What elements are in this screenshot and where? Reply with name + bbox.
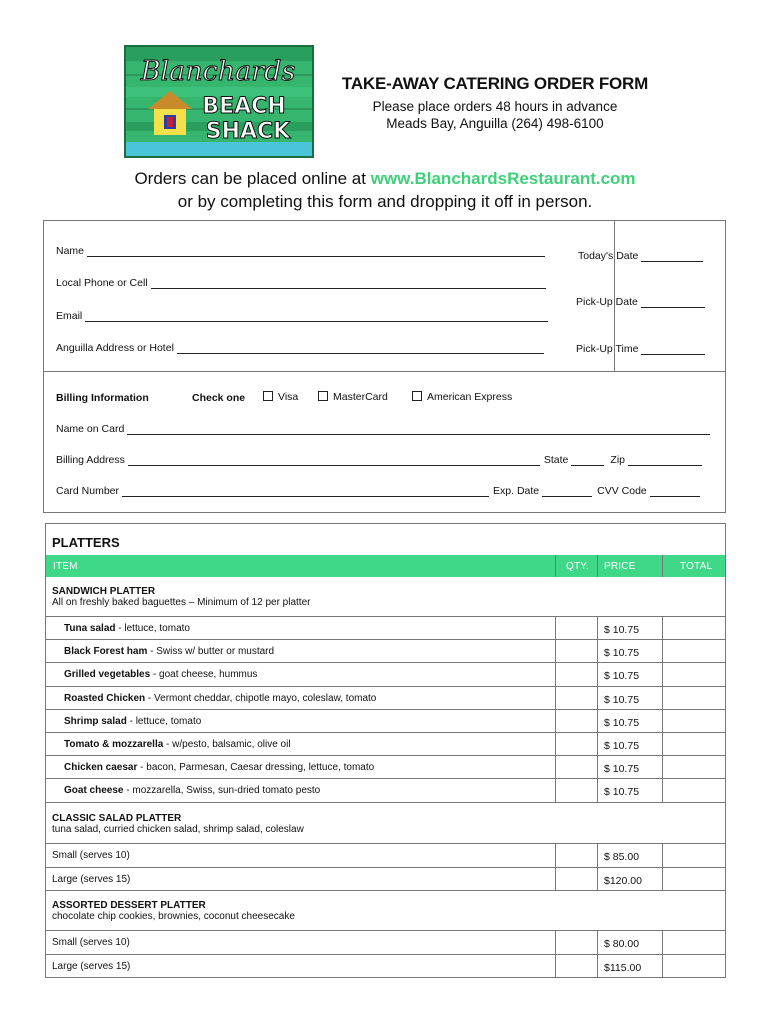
item-description: - mozzarella, Swiss, sun-dried tomato pesto (123, 785, 321, 797)
mastercard-option[interactable] (318, 391, 388, 403)
address-label: Anguilla Address or Hotel (56, 342, 174, 354)
column-divider (555, 867, 556, 891)
pickup-date-field[interactable] (576, 296, 705, 308)
column-divider (597, 755, 598, 778)
sandwich-title: SANDWICH PLATTER (52, 586, 156, 597)
column-divider (555, 709, 556, 732)
exp-date-line[interactable] (542, 487, 592, 497)
column-divider (555, 930, 556, 954)
online-prefix: Orders can be placed online at (134, 169, 366, 188)
row-divider (46, 890, 725, 891)
horizontal-divider (44, 371, 725, 372)
email-label: Email (56, 310, 83, 322)
header-divider (555, 555, 556, 577)
row-divider (46, 662, 725, 663)
exp-date-label: Exp. Date (493, 485, 540, 497)
row-item-label (52, 850, 130, 861)
row-item-label (52, 874, 130, 885)
item-price: $120.00 (604, 874, 642, 887)
restaurant-logo (124, 45, 314, 158)
item-price: $ 80.00 (604, 938, 640, 950)
pickup-time-label: Pick-Up Time (576, 343, 639, 355)
item-description: - lettuce, tomato (115, 623, 190, 634)
column-divider (662, 755, 663, 778)
column-divider (597, 686, 598, 709)
qty-cell[interactable] (556, 778, 597, 800)
logo-text-shack: SHACK (205, 119, 291, 144)
column-divider (662, 616, 663, 639)
table-header (46, 555, 725, 577)
column-divider (597, 867, 598, 891)
salad-title: CLASSIC SALAD PLATTER (52, 813, 182, 824)
item-price: $ 85.00 (604, 851, 640, 863)
item-name: Large (serves 15) (52, 960, 131, 972)
phone-field[interactable] (56, 277, 546, 289)
billing-address-line[interactable] (128, 456, 540, 466)
qty-cell[interactable] (556, 709, 597, 731)
name-on-card-line[interactable] (127, 425, 710, 435)
column-divider (555, 639, 556, 662)
item-price: $115.00 (604, 961, 642, 974)
column-divider (555, 686, 556, 709)
sandwich-description: All on freshly baked baguettes – Minimum of 12 per platter (52, 597, 311, 608)
row-divider (46, 867, 725, 868)
row-divider (46, 778, 725, 779)
item-name: Goat cheese (64, 785, 124, 797)
total-cell[interactable] (663, 686, 725, 708)
column-divider (662, 662, 663, 685)
row-item-label (52, 961, 130, 972)
dessert-description: chocolate chip cookies, brownies, coconut cheesecake (52, 911, 295, 922)
item-column-header: ITEM (53, 561, 78, 572)
total-cell[interactable] (663, 709, 725, 731)
qty-cell[interactable] (556, 686, 597, 708)
column-divider (555, 755, 556, 778)
state-label: State (543, 454, 569, 466)
logo-text-beach: BEACH (202, 94, 286, 119)
column-divider (597, 616, 598, 639)
row-divider (46, 732, 725, 733)
qty-cell[interactable] (556, 930, 597, 953)
platters-heading: PLATTERS (52, 535, 120, 550)
row-divider (46, 686, 725, 687)
todays-date-field[interactable] (578, 250, 703, 262)
column-divider (662, 686, 663, 709)
qty-cell[interactable] (556, 639, 597, 661)
column-divider (597, 843, 598, 867)
item-description: - bacon, Parmesan, Caesar dressing, lettuce, tomato (137, 762, 375, 774)
column-divider (662, 778, 663, 801)
item-price: $ 10.75 (604, 647, 640, 660)
column-divider (662, 867, 663, 891)
column-divider (662, 954, 663, 978)
check-one-label: Check one (192, 392, 246, 404)
row-divider (46, 954, 725, 955)
column-divider (555, 616, 556, 639)
column-divider (597, 639, 598, 662)
website-link[interactable]: www.BlanchardsRestaurant.com (370, 169, 636, 188)
email-line[interactable] (85, 312, 548, 322)
billing-address-label: Billing Address (56, 454, 125, 466)
column-divider (597, 930, 598, 954)
column-divider (662, 639, 663, 662)
item-name: Large (serves 15) (52, 873, 131, 885)
row-item-label (64, 739, 291, 750)
column-divider (597, 778, 598, 801)
total-cell[interactable] (663, 954, 725, 977)
advance-notice: Please place orders 48 hours in advance (372, 99, 618, 114)
total-cell[interactable] (663, 639, 725, 661)
item-price: $ 10.75 (604, 763, 640, 776)
cvv-line[interactable] (650, 487, 700, 497)
name-on-card-field[interactable] (56, 423, 710, 435)
column-divider (662, 930, 663, 954)
column-divider (555, 843, 556, 867)
item-name: Black Forest ham (64, 646, 148, 658)
address-field[interactable] (56, 342, 544, 354)
row-divider (46, 639, 725, 640)
column-divider (662, 843, 663, 867)
logo-text-blanchards: Blanchards (140, 56, 296, 87)
column-divider (662, 732, 663, 755)
price-column-header: PRICE (604, 561, 636, 572)
total-cell[interactable] (663, 662, 725, 684)
in-person-line: or by completing this form and dropping it off in person. (177, 192, 593, 211)
total-cell[interactable] (663, 732, 725, 754)
column-divider (597, 732, 598, 755)
item-name: Tomato & mozzarella (64, 739, 164, 750)
item-price: $ 10.75 (604, 716, 640, 729)
item-name: Roasted Chicken (64, 692, 146, 704)
platters-table (45, 523, 726, 978)
item-description: - goat cheese, hummus (150, 669, 258, 681)
amex-label: American Express (427, 391, 513, 403)
form-title: TAKE-AWAY CATERING ORDER FORM (341, 74, 649, 93)
column-divider (555, 662, 556, 685)
pickup-date-label: Pick-Up Date (576, 296, 638, 308)
total-cell[interactable] (663, 843, 725, 866)
qty-column-header: QTY. (566, 561, 589, 572)
phone-line[interactable] (151, 279, 546, 289)
todays-date-line[interactable] (641, 252, 703, 262)
email-field[interactable] (56, 310, 548, 322)
logo-artwork (126, 47, 312, 156)
zip-label: Zip (610, 454, 625, 466)
visa-label: Visa (278, 391, 299, 403)
item-price: $ 10.75 (604, 670, 640, 683)
phone-label: Local Phone or Cell (56, 277, 148, 289)
item-name: Grilled vegetables (64, 669, 151, 681)
billing-heading: Billing Information (56, 392, 149, 404)
row-item-label (64, 669, 257, 680)
row-item-label (64, 762, 374, 773)
row-divider (46, 843, 725, 844)
visa-option[interactable] (263, 391, 298, 403)
qty-cell[interactable] (556, 755, 597, 777)
item-name: Tuna salad (64, 623, 116, 634)
column-divider (555, 954, 556, 978)
visa-checkbox[interactable] (263, 391, 273, 401)
row-divider (46, 616, 725, 617)
card-number-field[interactable] (56, 485, 700, 497)
name-label: Name (56, 245, 85, 257)
qty-cell[interactable] (556, 867, 597, 890)
row-item-label (64, 623, 190, 634)
item-description: - lettuce, tomato (126, 715, 202, 727)
qty-cell[interactable] (556, 662, 597, 684)
item-name: Small (serves 10) (52, 850, 130, 861)
total-cell[interactable] (663, 755, 725, 777)
name-line[interactable] (87, 247, 545, 257)
salad-section-heading (52, 813, 304, 835)
dessert-section-heading (52, 900, 295, 922)
pickup-time-field[interactable] (576, 343, 705, 355)
item-description: - Vermont cheddar, chipotle mayo, coleslaw, tomato (145, 692, 377, 704)
header-divider (597, 555, 598, 577)
dessert-title: ASSORTED DESSERT PLATTER (52, 900, 206, 911)
item-description: - w/pesto, balsamic, olive oil (163, 739, 291, 750)
item-name: Chicken caesar (64, 762, 138, 774)
name-field[interactable] (56, 245, 545, 257)
todays-date-label: Today's Date (578, 250, 639, 262)
item-description: - Swiss w/ butter or mustard (147, 646, 275, 658)
salad-description: tuna salad, curried chicken salad, shrimp salad, coleslaw (52, 824, 304, 835)
pickup-time-line[interactable] (641, 345, 705, 355)
total-cell[interactable] (663, 930, 725, 953)
total-cell[interactable] (663, 616, 725, 638)
row-divider (46, 709, 725, 710)
item-price: $ 10.75 (604, 740, 640, 752)
state-line[interactable] (571, 456, 604, 466)
pickup-date-line[interactable] (641, 298, 705, 308)
customer-billing-box (43, 220, 726, 513)
zip-line[interactable] (628, 456, 702, 466)
address-line[interactable] (177, 344, 544, 354)
cvv-label: CVV Code (597, 485, 647, 497)
row-item-label (64, 693, 376, 704)
row-divider (46, 977, 725, 978)
total-cell[interactable] (663, 867, 725, 890)
billing-address-field[interactable] (56, 454, 702, 466)
column-divider (597, 662, 598, 685)
qty-cell[interactable] (556, 954, 597, 977)
row-item-label (64, 785, 320, 796)
mastercard-label: MasterCard (333, 391, 388, 403)
total-cell[interactable] (663, 778, 725, 800)
item-name: Small (serves 10) (52, 937, 130, 948)
total-column-header: TOTAL (680, 561, 713, 572)
card-number-label: Card Number (56, 485, 120, 497)
column-divider (555, 732, 556, 755)
row-item-label (64, 716, 201, 727)
row-divider (46, 930, 725, 931)
qty-cell[interactable] (556, 843, 597, 866)
row-divider (46, 755, 725, 756)
column-divider (662, 709, 663, 732)
online-order-line (0, 169, 770, 189)
amex-checkbox[interactable] (412, 391, 422, 401)
column-divider (597, 954, 598, 978)
name-on-card-label: Name on Card (56, 423, 125, 435)
header-divider (662, 555, 663, 577)
amex-option[interactable] (412, 391, 512, 403)
item-price: $ 10.75 (604, 624, 640, 636)
qty-cell[interactable] (556, 732, 597, 754)
card-number-line[interactable] (122, 487, 489, 497)
column-divider (597, 709, 598, 732)
column-divider (555, 778, 556, 801)
item-name: Shrimp salad (64, 715, 127, 727)
item-price: $ 10.75 (604, 693, 640, 706)
row-item-label (52, 937, 130, 948)
restaurant-address: Meads Bay, Anguilla (264) 498-6100 (386, 116, 604, 131)
mastercard-checkbox[interactable] (318, 391, 328, 401)
sandwich-section-heading (52, 586, 310, 608)
item-price: $ 10.75 (604, 786, 640, 799)
row-item-label (64, 646, 274, 657)
qty-cell[interactable] (556, 616, 597, 638)
row-divider (46, 802, 725, 803)
